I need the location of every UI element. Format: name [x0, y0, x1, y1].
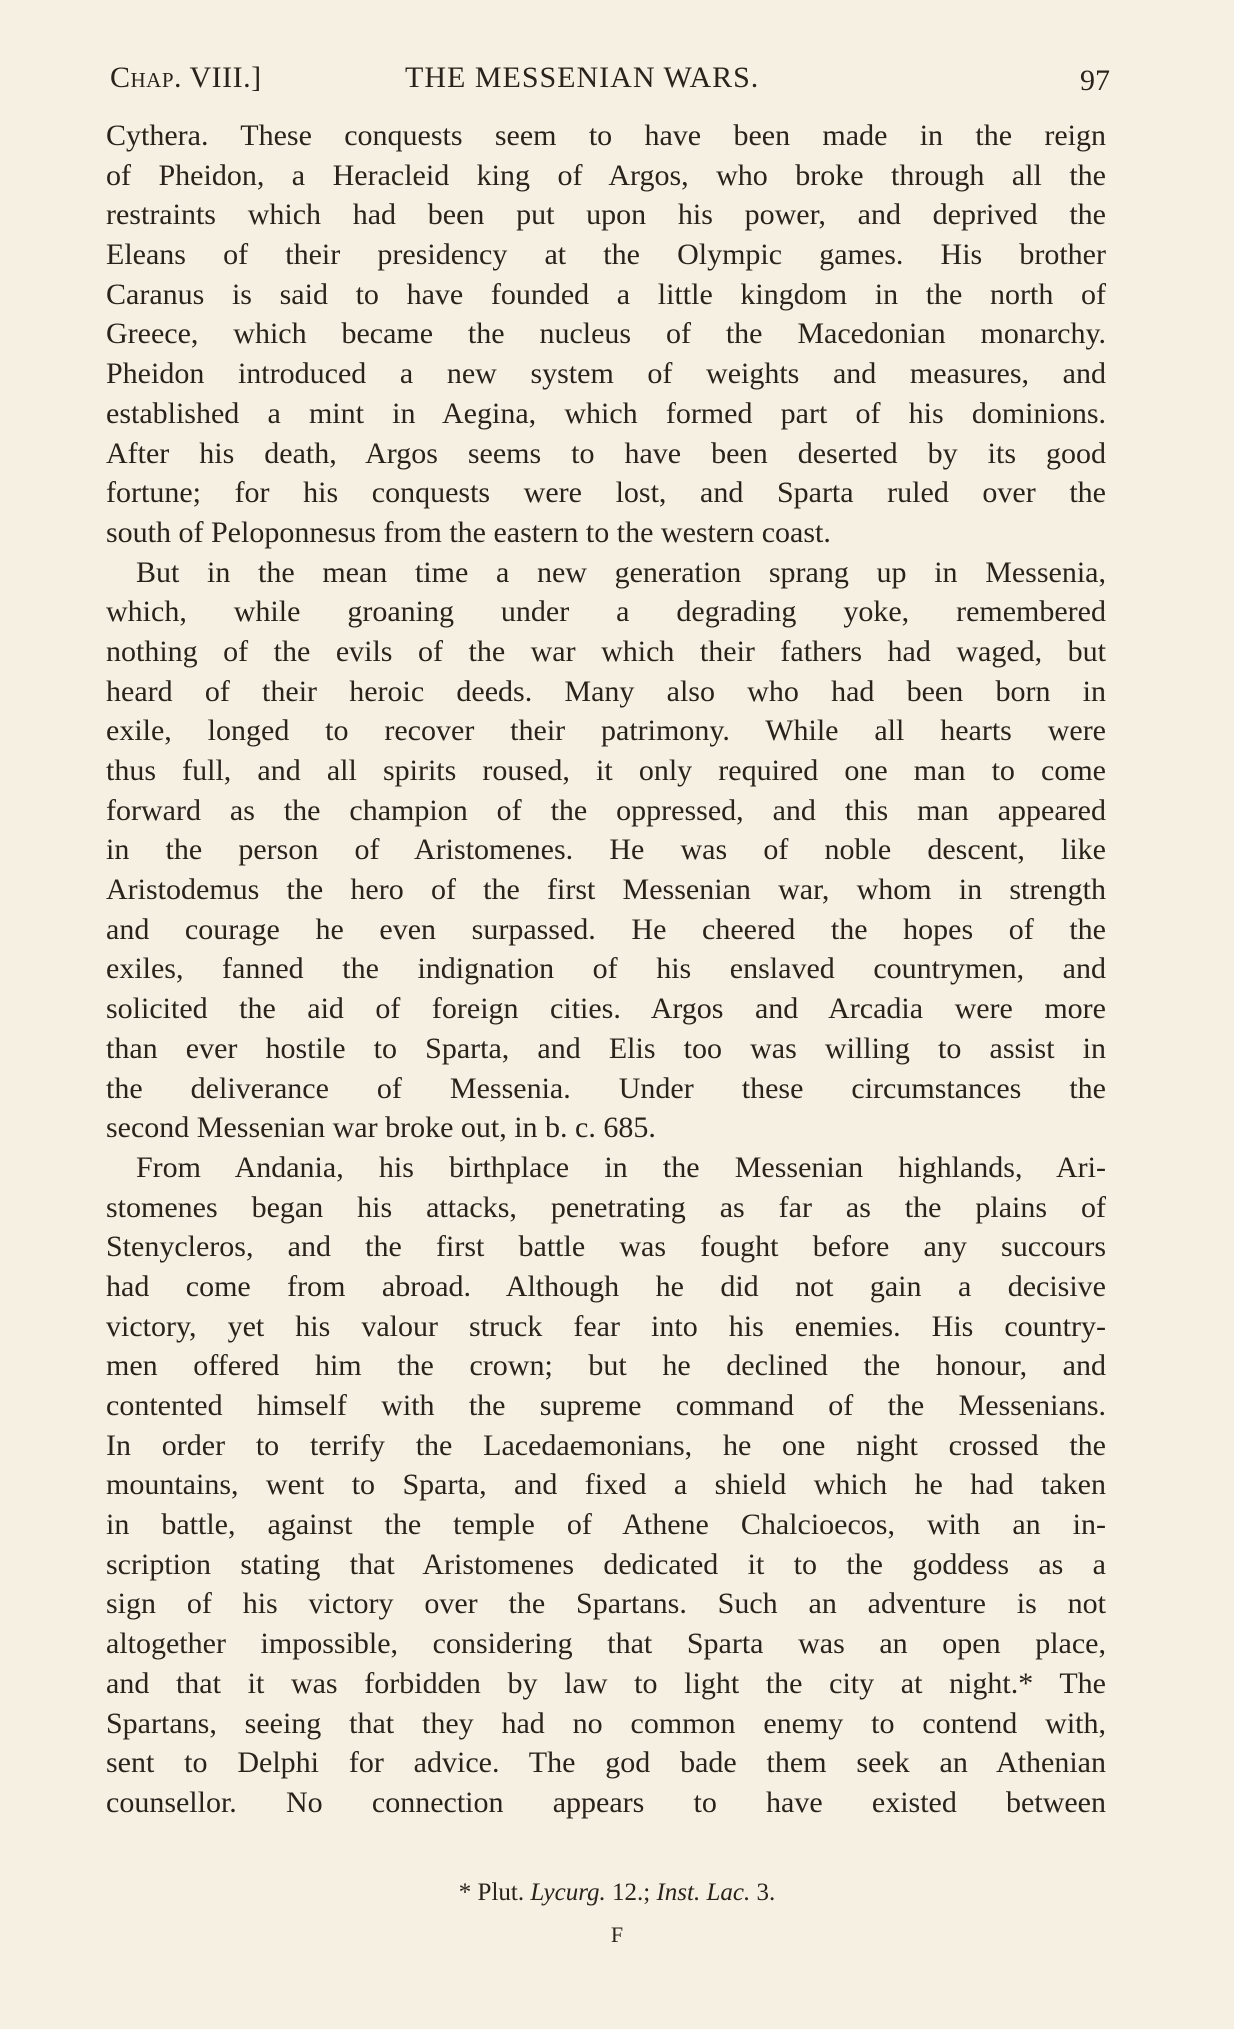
text-line: sign of his victory over the Spartans. Such an adventure is not [106, 1587, 1106, 1621]
chapter-label: Chap. VIII.] [110, 61, 262, 94]
text-line: the deliverance of Messenia. Under these circumstances the [106, 1071, 1106, 1105]
text-line: men offered him the crown; but he declined the honour, and [106, 1349, 1106, 1383]
text-line: exile, longed to recover their patrimony. While all hearts were [106, 714, 1106, 748]
text-line: nothing of the evils of the war which their fathers had waged, but [106, 634, 1106, 668]
text-line: second Messenian war broke out, in b. c. 685. [106, 1111, 656, 1145]
body-text [106, 116, 1106, 1823]
text-line: in battle, against the temple of Athene Chalcioecos, with an in- [106, 1508, 1106, 1542]
footnote-text: 3. [756, 1879, 776, 1906]
text-line: in the person of Aristomenes. He was of noble descent, like [106, 833, 1106, 867]
text-line: Eleans of their presidency at the Olympic games. His brother [106, 238, 1106, 272]
text-line: contented himself with the supreme command of the Messenians. [106, 1389, 1106, 1422]
text-line: altogether impossible, considering that Sparta was an open place, [106, 1627, 1106, 1661]
running-head [110, 58, 1110, 98]
text-line: south of Peloponnesus from the eastern to the western coast. [106, 515, 831, 549]
text-line: Greece, which became the nucleus of the Macedonian monarchy. [106, 317, 1106, 351]
text-line: restraints which had been put upon his power, and deprived the [106, 198, 1106, 232]
text-line: than ever hostile to Sparta, and Elis too was willing to assist in [106, 1031, 1106, 1065]
footnote [0, 1877, 1234, 1909]
text-line: fortune; for his conquests were lost, and Sparta ruled over the [106, 476, 1106, 510]
text-line: Caranus is said to have founded a little kingdom in the north of [106, 277, 1106, 311]
text-line: Spartans, seeing that they had no common enemy to contend with, [106, 1706, 1106, 1740]
signature-mark: F [610, 1922, 624, 1947]
text-line: solicited the aid of foreign cities. Argos and Arcadia were more [106, 992, 1106, 1026]
text-line: heard of their heroic deeds. Many also who had been born in [106, 674, 1106, 708]
footnote-marker: * [458, 1879, 472, 1906]
chapter-title: THE MESSENIAN WARS. [405, 61, 760, 94]
text-line: counsellor. No connection appears to have existed between [106, 1785, 1106, 1819]
page-number: 97 [1080, 64, 1110, 97]
text-line: sent to Delphi for advice. The god bade them seek an Athenian [106, 1746, 1106, 1780]
text-line: established a mint in Aegina, which formed part of his dominions. [106, 396, 1106, 430]
text-line: thus full, and all spirits roused, it only required one man to come [106, 754, 1106, 787]
text-line: scription stating that Aristomenes dedicated it to the goddess as a [106, 1547, 1106, 1581]
text-line: Cythera. These conquests seem to have been made in the reign [106, 119, 1106, 152]
text-line: In order to terrify the Lacedaemonians, he one night crossed the [106, 1428, 1106, 1462]
footnote-text: 12.; [612, 1879, 651, 1906]
text-line: stomenes began his attacks, penetrating as far as the plains of [106, 1190, 1106, 1224]
text-line: From Andania, his birthplace in the Messenian highlands, Ari- [136, 1150, 1106, 1184]
footnote-work-title: Inst. Lac. [656, 1879, 751, 1906]
footnote-text: Plut. [477, 1879, 525, 1906]
text-line: which, while groaning under a degrading yoke, remembered [106, 595, 1106, 629]
footnote-work-title: Lycurg. [530, 1879, 606, 1906]
text-line: victory, yet his valour struck fear into his enemies. His country- [106, 1309, 1106, 1343]
text-line: forward as the champion of the oppressed, and this man appeared [106, 793, 1106, 827]
text-line: exiles, fanned the indignation of his enslaved countrymen, and [106, 952, 1106, 986]
text-line: mountains, went to Sparta, and fixed a shield which he had taken [106, 1468, 1106, 1502]
text-line: and courage he even surpassed. He cheered the hopes of the [106, 912, 1106, 946]
text-line: Stenycleros, and the first battle was fought before any succours [106, 1230, 1106, 1264]
text-line: and that it was forbidden by law to light the city at night.* The [106, 1666, 1106, 1700]
text-line: Pheidon introduced a new system of weights and measures, and [106, 357, 1106, 391]
text-line: had come from abroad. Although he did not gain a decisive [106, 1269, 1106, 1303]
text-line: After his death, Argos seems to have been deserted by its good [106, 436, 1106, 470]
text-line: of Pheidon, a Heracleid king of Argos, who broke through all the [106, 158, 1106, 192]
text-line: Aristodemus the hero of the first Messenian war, whom in strength [106, 873, 1106, 907]
text-line: But in the mean time a new generation sprang up in Messenia, [136, 555, 1106, 589]
